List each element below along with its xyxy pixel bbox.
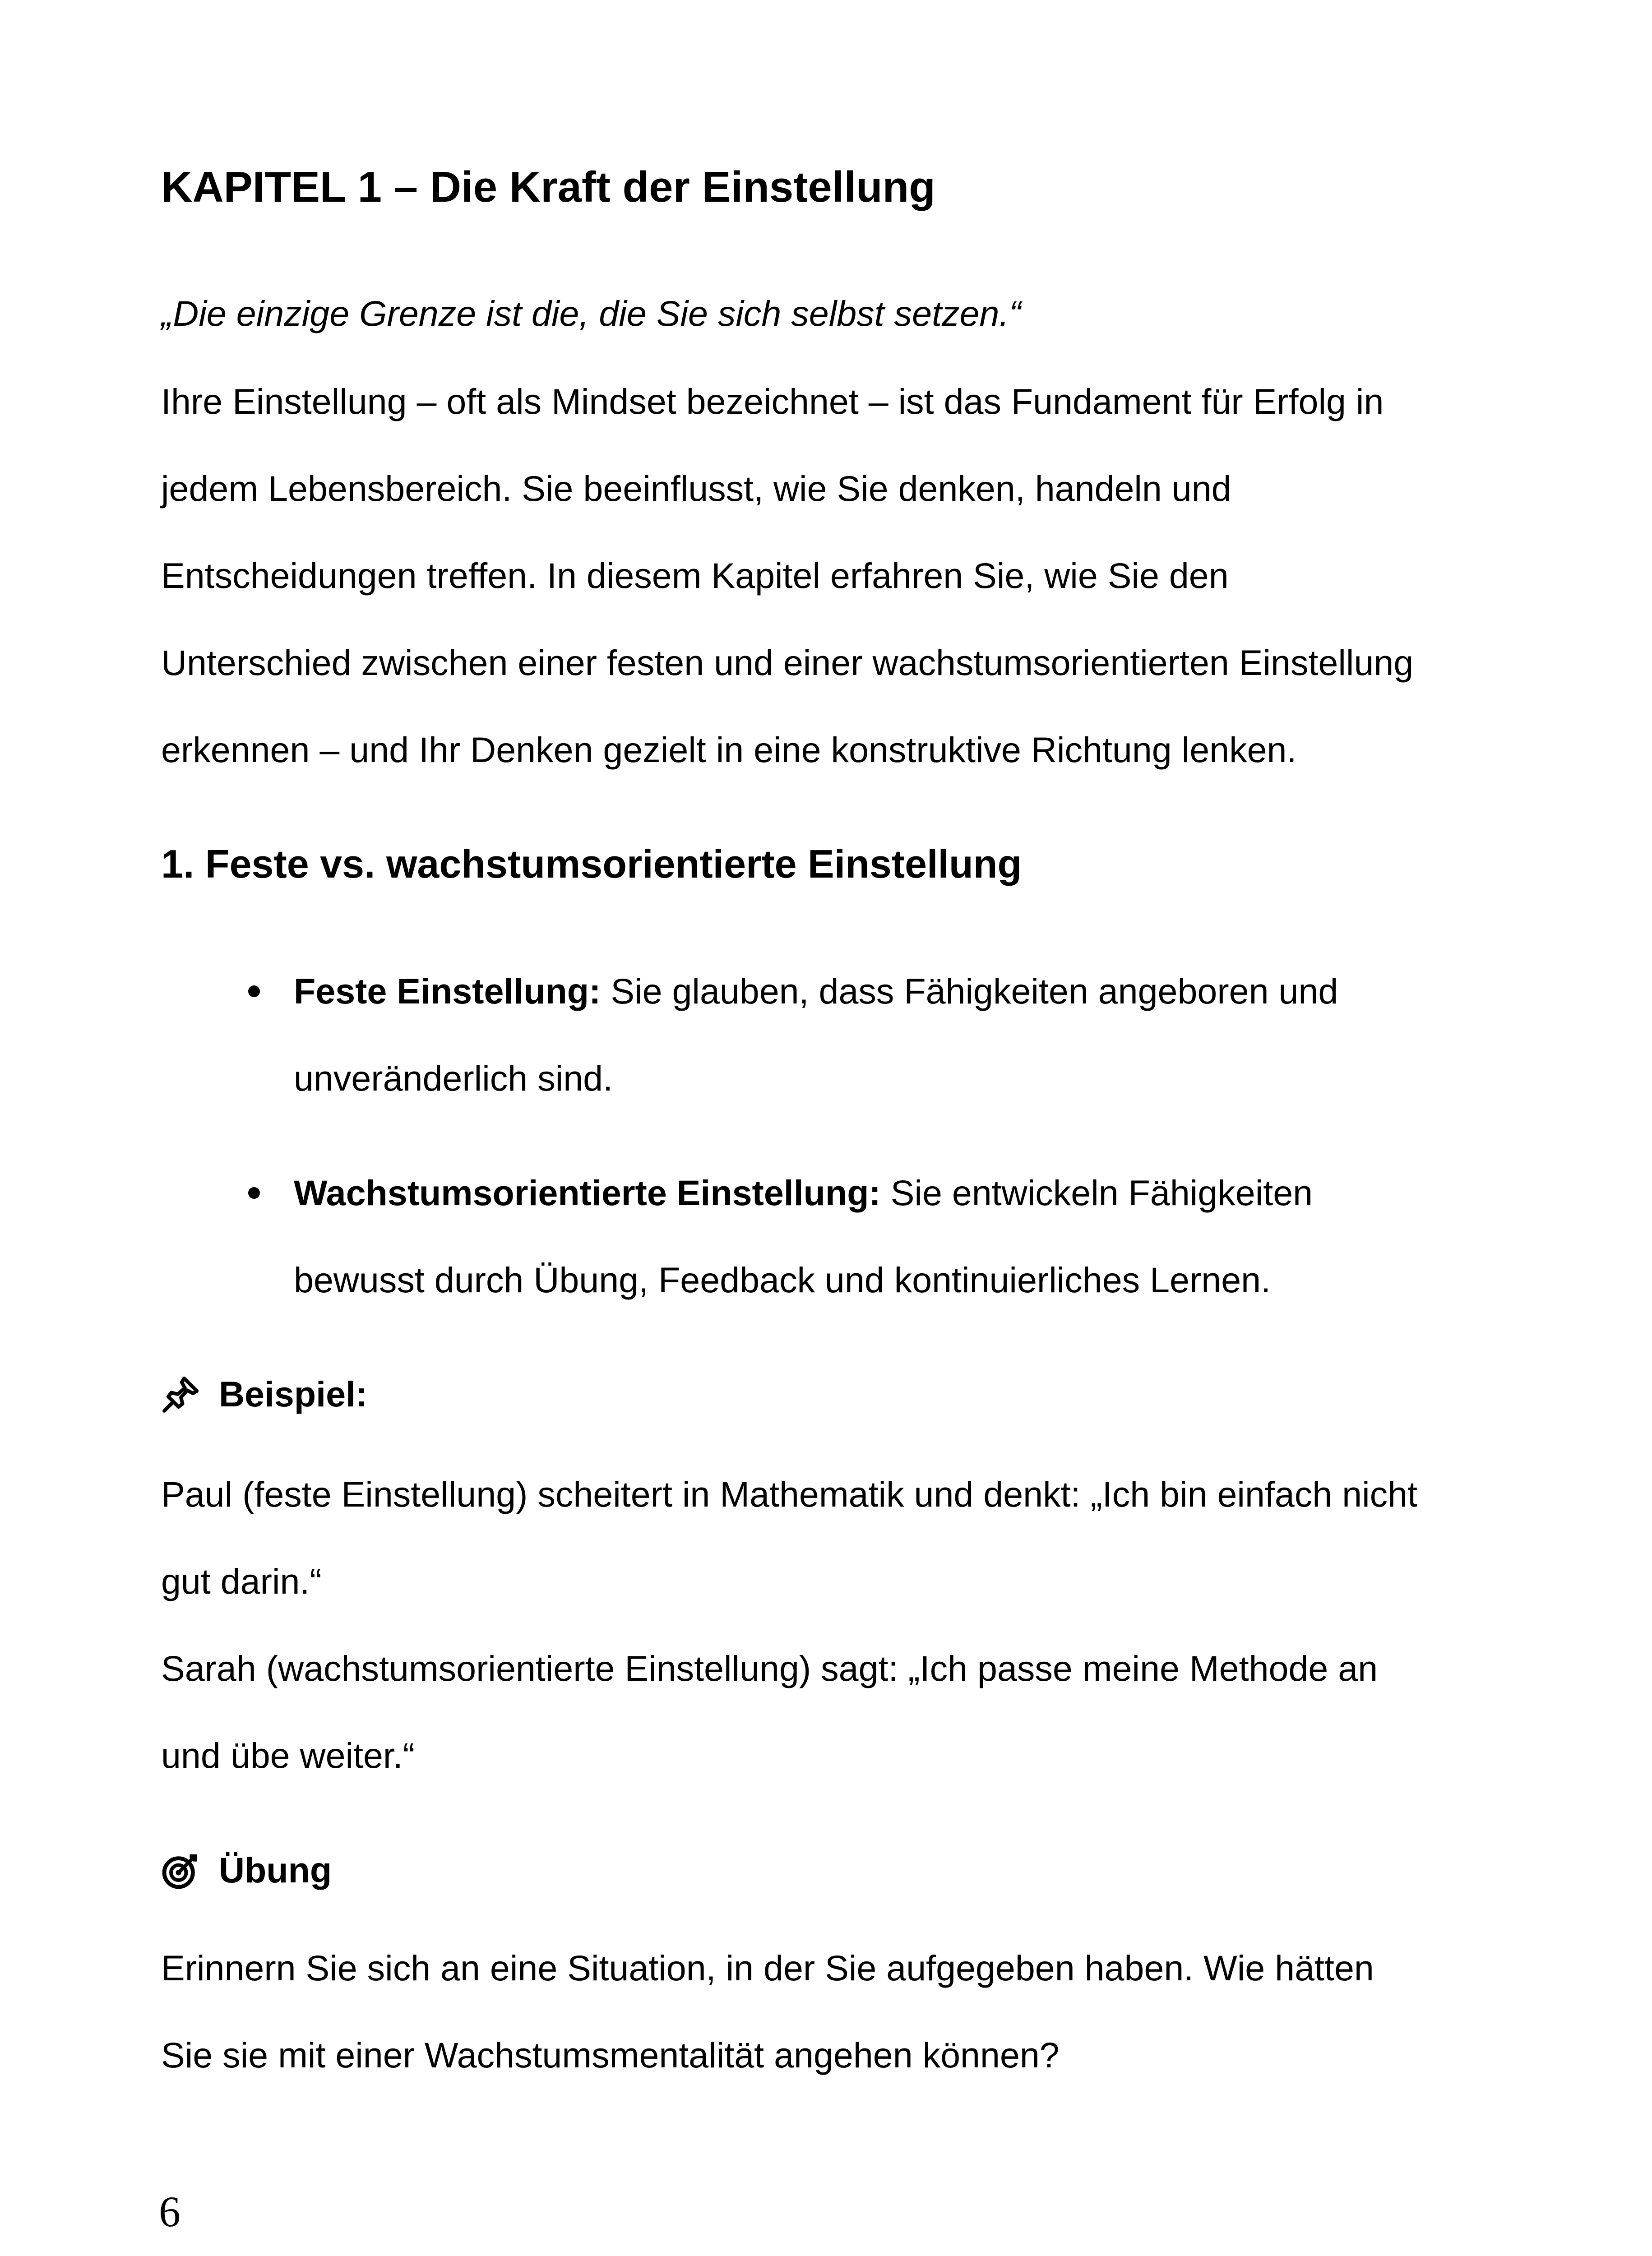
page-number: 6 — [159, 2187, 180, 2236]
bullet-dot — [248, 1187, 260, 1199]
example-line: Paul (feste Einstellung) scheitert in Mathematik und denkt: „Ich bin einfach nicht — [161, 1474, 1418, 1514]
example-line: Sarah (wachstumsorientierte Einstellung) sagt: „Ich passe meine Methode an — [161, 1648, 1378, 1688]
example-heading-label: Beispiel: — [219, 1374, 368, 1414]
example-heading — [161, 1367, 367, 1421]
bullet-term: Feste Einstellung: — [294, 971, 601, 1011]
intro-line: erkennen – und Ihr Denken gezielt in eine konstruktive Richtung lenken. — [161, 730, 1297, 770]
list-item-fixed-mindset — [294, 948, 1557, 1122]
target-icon — [161, 1850, 201, 1890]
section-title: 1. Feste vs. wachstumsorientierte Einstellung — [161, 841, 1022, 886]
bullet-line: bewusst durch Übung, Feedback und kontinuierliches Lernen. — [294, 1260, 1271, 1300]
exercise-paragraph — [161, 1924, 1515, 2099]
chapter-title: KAPITEL 1 – Die Kraft der Einstellung — [161, 163, 935, 211]
bullet-line — [294, 1149, 1557, 1236]
exercise-heading — [161, 1843, 332, 1897]
list-item-growth-mindset — [294, 1149, 1557, 1323]
pushpin-icon — [161, 1374, 201, 1414]
example-line: und übe weiter.“ — [161, 1735, 415, 1775]
bullet-text: Sie glauben, dass Fähigkeiten angeboren und — [601, 971, 1338, 1011]
exercise-line: Sie sie mit einer Wachstumsmentalität angehen können? — [161, 2035, 1060, 2075]
intro-paragraph — [161, 358, 1515, 793]
intro-line: jedem Lebensbereich. Sie beeinflusst, wie Sie denken, handeln und — [161, 468, 1231, 509]
chapter-quote: „Die einzige Grenze ist die, die Sie sich selbst setzen.“ — [161, 293, 1021, 333]
exercise-heading-label: Übung — [219, 1850, 332, 1890]
example-paragraph — [161, 1451, 1515, 1799]
example-line: gut darin.“ — [161, 1561, 322, 1601]
exercise-line: Erinnern Sie sich an eine Situation, in der Sie aufgegeben haben. Wie hätten — [161, 1948, 1374, 1988]
bullet-term: Wachstumsorientierte Einstellung: — [294, 1173, 881, 1213]
intro-line: Unterschied zwischen einer festen und einer wachstumsorientierten Einstellung — [161, 643, 1414, 683]
intro-line: Entscheidungen treffen. In diesem Kapitel erfahren Sie, wie Sie den — [161, 555, 1229, 596]
bullet-line — [294, 948, 1557, 1035]
bullet-line: unveränderlich sind. — [294, 1058, 613, 1098]
bullet-text: Sie entwickeln Fähigkeiten — [880, 1173, 1313, 1213]
bullet-dot — [248, 985, 260, 997]
intro-line: Ihre Einstellung – oft als Mindset bezeichnet – ist das Fundament für Erfolg in — [161, 381, 1384, 421]
